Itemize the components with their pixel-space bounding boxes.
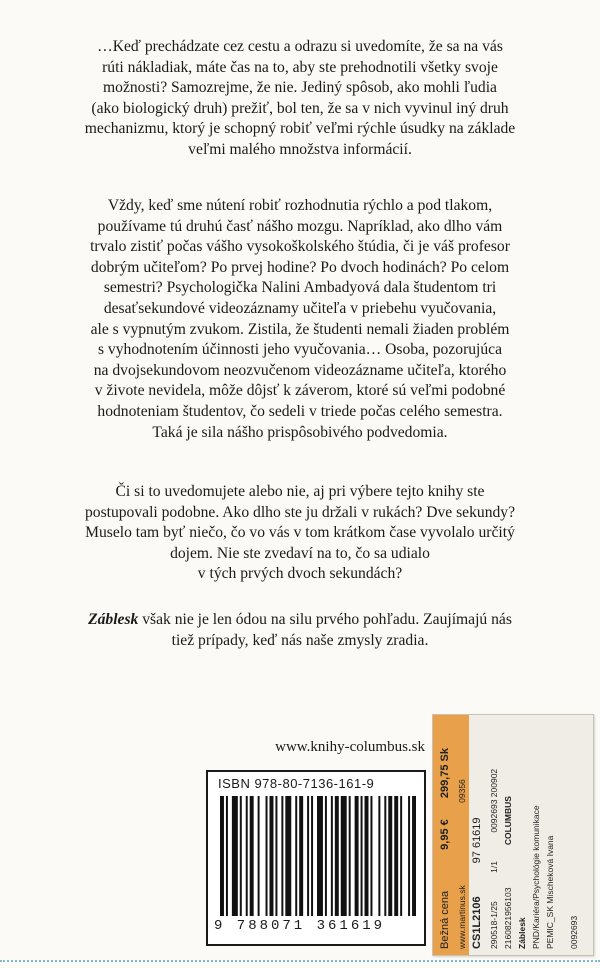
sticker-row	[489, 769, 499, 949]
barcode-bar	[317, 796, 323, 916]
barcode-bar	[361, 796, 363, 916]
sticker-row	[457, 779, 467, 949]
barcode-bar	[388, 796, 392, 916]
barcode-bar	[311, 796, 313, 916]
sticker-publisher: COLUMBUS	[503, 796, 513, 846]
barcode-bar	[226, 796, 228, 916]
text-line: dojem. Nie ste zvedaví na to, čo sa udialo	[170, 544, 430, 562]
text-line: s vyhodnotením účinnosti jeho vyučovania… Osoba, pozorujúca	[97, 341, 503, 359]
text-line: trvalo zistiť počas vášho vysokoškolského štúdia, či je váš profesor	[90, 238, 510, 256]
sticker-code3: 0092693	[569, 915, 579, 949]
text-line: na dvojsekundovom neozvučenom videozázname učiteľa, ktorého	[93, 361, 507, 379]
sticker-row	[517, 917, 527, 949]
price-sk: 299,75 Sk	[439, 748, 451, 799]
barcode-bar	[384, 796, 386, 916]
barcode-bar	[370, 796, 372, 916]
barcode-digits: 9 788071 361619	[214, 918, 386, 934]
bottom-edge-line	[0, 960, 600, 964]
text-fragment: však nie je len ódou na silu prvého pohľadu. Zaujímajú nás	[138, 611, 512, 628]
sticker-code2: 0092693 200902	[489, 768, 499, 833]
paragraph-2	[50, 196, 550, 443]
isbn-barcode	[206, 770, 426, 946]
text-line: možnosti? Samozrejme, že nie. Jediný spôsob, ako mohli ľudia	[103, 79, 497, 97]
text-line: postupovali podobne. Ako dlho ste ju držali v rukách? Dve sekundy?	[84, 503, 516, 521]
barcode-bar	[281, 796, 283, 916]
barcode-bar	[400, 796, 402, 916]
text-line: semestri? Psychologička Nalini Ambadyová dala študentom tri	[103, 279, 497, 297]
sticker-title: Záblesk	[517, 917, 527, 949]
barcode-bar	[240, 796, 242, 916]
text-line: Muselo tam byť niečo, čo vo vás v tom krátkom čase vyvolalo určitý	[85, 524, 515, 542]
barcode-bar	[232, 796, 238, 916]
barcode-bar	[246, 796, 248, 916]
text-line	[50, 610, 550, 631]
paragraph-3	[50, 482, 550, 585]
barcode-bar	[335, 796, 339, 916]
sticker-qty: 1/1	[489, 861, 499, 873]
text-line: v živote nevidela, môže dôjsť k záverom, ktoré sú veľmi podobné	[94, 382, 506, 400]
sticker-row	[471, 817, 483, 949]
text-line: (ako biologický druh) prežiť, bol ten, že sa v nich vyvinul iný druh	[91, 99, 509, 117]
sticker-date: 290518-1/25	[489, 901, 499, 949]
barcode-bar	[295, 796, 297, 916]
text-line: rúti nákladiak, máte čas na to, aby ste prehodnotili všetky svoje	[102, 58, 498, 76]
text-line: …Keď prechádzate cez cestu a odrazu si uvedomíte, že sa na vás	[97, 38, 503, 55]
text-line: desaťsekundové videozáznamy učiteľa v priebehu vyučovania,	[103, 299, 497, 317]
barcode-bar	[266, 796, 268, 916]
barcode-bars	[220, 796, 416, 916]
price-label: Bežná cena	[439, 890, 451, 949]
barcode-bar	[250, 796, 254, 916]
barcode-bar	[307, 796, 309, 916]
sticker-code1b: 97 61619	[471, 817, 483, 864]
text-line: veľmi malého množstva informácií.	[188, 140, 412, 158]
barcode-bar	[220, 796, 224, 916]
text-line: Či si to uvedomujete alebo nie, aj pri výbere tejto knihy ste	[115, 483, 485, 500]
text-line: v tých prvých dvoch sekundách?	[197, 565, 403, 583]
sticker-row	[569, 916, 579, 949]
paragraph-1	[50, 37, 550, 161]
barcode-bar	[325, 796, 327, 916]
sticker-content	[433, 715, 593, 955]
barcode-bar	[275, 796, 277, 916]
text-line: dobrým učiteľom? Po prvej hodine? Po dvoch hodinách? Po celom	[90, 258, 510, 276]
sticker-price-row	[439, 748, 451, 949]
sticker-site: www.martinus.sk	[457, 885, 467, 949]
sticker-code-small: 09356	[457, 779, 467, 803]
barcode-bar	[258, 796, 260, 916]
barcode-bar	[394, 796, 398, 916]
book-title-inline: Záblesk	[88, 611, 139, 628]
barcode-bar	[341, 796, 347, 916]
sticker-row	[503, 796, 513, 949]
text-line: hodnoteniam študentov, čo sedeli v triede počas celého semestra.	[97, 402, 503, 420]
barcode-bar	[408, 796, 410, 916]
publisher-url: www.knihy-columbus.sk	[275, 739, 425, 755]
price-eur: 9,95 €	[439, 819, 451, 850]
sticker-ean: 2160821956103	[503, 887, 513, 949]
text-line: Taká je sila nášho prispôsobivého podvedomia.	[152, 423, 448, 441]
paragraph-4	[50, 610, 550, 651]
text-line: ale s vypnutým zvukom. Zistila, že študenti nemali žiaden problém	[90, 320, 510, 338]
text-line: Vždy, keď sme nútení robiť rozhodnutia rýchlo a pod tlakom,	[107, 197, 493, 214]
sticker-code1: CS1L2106	[471, 896, 483, 949]
text-line: používame tú druhú časť nášho mozgu. Napríklad, ako dlho vám	[97, 217, 503, 235]
price-sticker	[432, 714, 594, 956]
barcode-bar	[355, 796, 359, 916]
barcode-bar	[285, 796, 291, 916]
sticker-row	[545, 836, 555, 949]
barcode-bar	[365, 796, 369, 916]
barcode-bar	[412, 796, 416, 916]
sticker-row	[531, 805, 541, 949]
barcode-bar	[331, 796, 333, 916]
text-line: tiež prípady, keď nás naše zmysly zradia.	[171, 631, 429, 649]
isbn-label: ISBN 978-80-7136-161-9	[218, 776, 375, 791]
barcode-bar	[269, 796, 273, 916]
sticker-owner: PEMIC_SK Mischeková Ivana	[545, 835, 555, 949]
barcode-bar	[349, 796, 351, 916]
barcode-bar	[378, 796, 380, 916]
text-line: mechanizmu, ktorý je schopný robiť veľmi rýchle úsudky na základe	[84, 120, 516, 138]
sticker-category: PND/Kariéra/Psychológie komunikace	[531, 805, 541, 949]
barcode-bar	[299, 796, 303, 916]
